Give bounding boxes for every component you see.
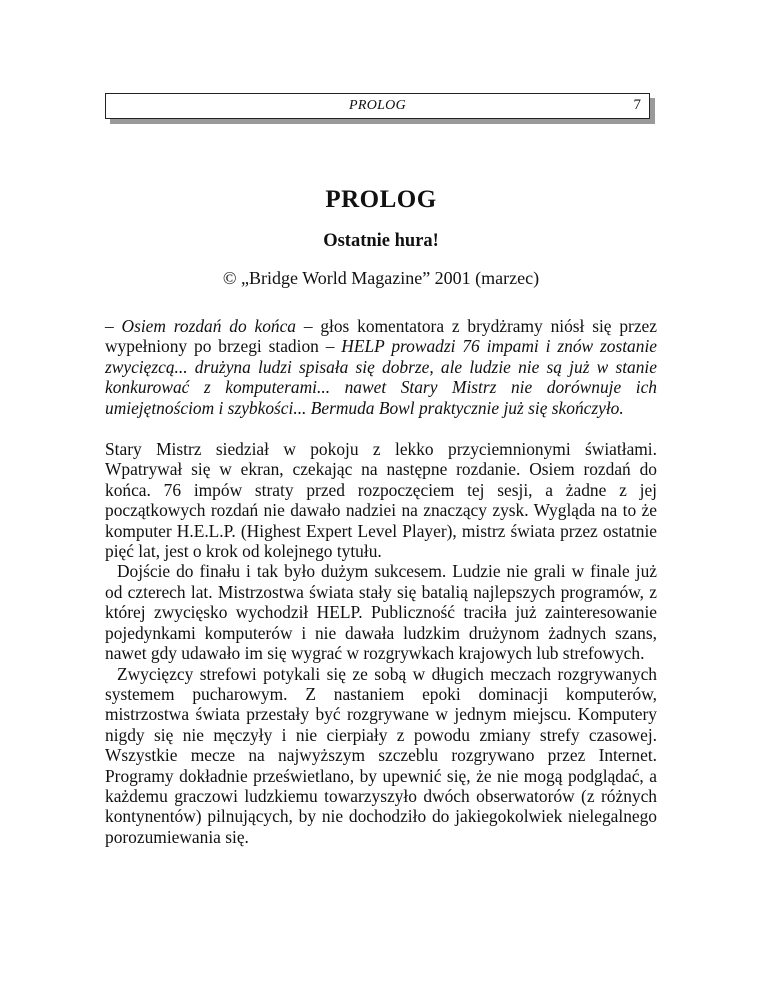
running-header bbox=[105, 93, 650, 119]
running-title: PROLOG bbox=[348, 98, 407, 113]
chapter-subtitle: Ostatnie hura! bbox=[323, 231, 439, 251]
intro-paragraph bbox=[105, 316, 657, 418]
commentator-quote-1: Osiem rozdań do końca bbox=[121, 316, 296, 336]
chapter-title: PROLOG bbox=[325, 186, 437, 213]
paragraph: Stary Mistrz siedział w pokoju z lekko przyciemnionymi światłami. Wpatrywał się w ekran, czekając na następne rozdanie. Osiem rozdań do końca. 76 impów straty przed rozpoczęciem tej sesji, a żadne z jej początkowych rozdań nie dawało nadziei na znaczący zysk. Wygląda na to że komputer H.E.L.P. (Highest Expert Level Player), mistrz świata przez ostatnie pięć lat, jest o krok od kolejnego tytułu. bbox=[105, 439, 657, 562]
source-citation: © „Bridge World Magazine” 2001 (marzec) bbox=[222, 268, 540, 288]
commentator-quote-2: HELP prowadzi 76 impami i znów zostanie zwycięzcą... drużyna ludzi spisała się dobrze, ale ludzie nie są już w stanie konkurować z komputerami... nawet Stary Mistrz nie dorównuje ich umiejętnościom i szybkości... Bermuda Bowl praktycznie już się skończyło. bbox=[105, 336, 657, 418]
body-text bbox=[105, 316, 657, 847]
intro-narration: – głos komentatora z brydżramy niósł się przez wypełniony po brzegi stadion – bbox=[105, 316, 657, 357]
paragraph: Zwycięzcy strefowi potykali się ze sobą w długich meczach rozgrywanych systemem pucharowym. Z nastaniem epoki dominacji komputerów, mistrzostwa świata przestały być rozgrywane w jednym miejscu. Komputery nigdy się nie męczyły i nie cierpiały z powodu zmiany strefy czasowej. Wszystkie mecze na najwyższym szczeblu rozgrywano przez Internet. Programy dokładnie prześwietlano, by upewnić się, że nie mogą podglądać, a każdemu graczowi ludzkiemu towarzyszyło dwóch obserwatorów (z różnych kontynentów) pilnujących, by nie dochodziło do jakiegokolwiek nielegalnego porozumiewania się. bbox=[105, 663, 657, 847]
page-number: 7 bbox=[633, 97, 641, 113]
paragraph: Dojście do finału i tak było dużym sukcesem. Ludzie nie grali w finale już od czterech lat. Mistrzostwa świata stały się batalią najlepszych programów, z której zwycięsko wychodził HELP. Publiczność traciła już zainteresowanie pojedynkami komputerów i nie dawała ludzkim drużynom żadnych szans, nawet gdy udawało im się wygrać w rozgrywkach krajowych lub strefowych. bbox=[105, 561, 657, 664]
book-page bbox=[105, 0, 657, 994]
intro-dash: – bbox=[105, 316, 122, 336]
